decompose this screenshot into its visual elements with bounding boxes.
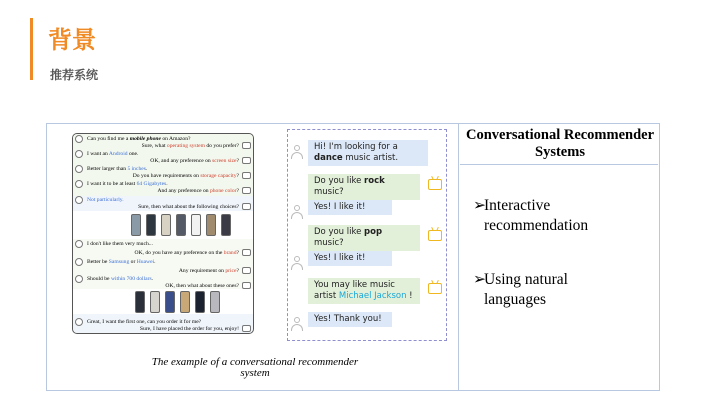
bot-utterance [140,326,239,333]
title-accent-bar [30,18,33,80]
phone-product-image [191,214,201,236]
user-message-bubble [308,200,392,215]
text-segment: phone color [209,188,237,194]
user-face-icon [75,180,83,188]
user-face-icon [75,258,83,266]
text-segment: Sure, I have placed the order for you, enjoy! [139,326,239,332]
robot-icon [428,283,442,294]
text-segment: . [166,181,168,187]
bot-utterance [150,158,239,165]
bot-face-icon [242,142,251,149]
bot-utterance [179,268,239,275]
text-segment: within 700 dollars [110,276,152,282]
text-segment: You may like music artist [314,280,395,301]
text-segment: OK, and any preference on [150,158,213,164]
bot-utterance [134,250,239,257]
text-segment: do you prefer? [204,143,239,149]
user-face-icon [75,196,83,204]
phone-product-image [131,214,141,236]
text-segment: dance [314,153,343,163]
text-segment: music? [314,187,344,197]
avatar-shoulders [291,212,303,219]
bot-utterance [142,143,239,150]
crs-title-rule [460,164,658,165]
text-segment: 64 Gigabytes [136,181,167,187]
user-utterance [87,136,190,143]
text-segment: ? [236,250,239,256]
text-segment: Yes! I like it! [314,253,366,263]
phone-product-image [195,291,205,313]
bullet-interactive-recommendation [473,196,588,236]
text-segment: mobile phone [129,136,161,142]
avatar-head [294,145,300,151]
text-segment: Should be [87,276,111,282]
user-utterance [87,151,138,158]
avatar-shoulders [291,263,303,270]
text-segment: ? [236,188,239,194]
text-segment: Better larger than [87,166,128,172]
slide-subtitle: 推荐系统 [50,68,99,82]
text-segment: . [151,276,154,282]
frame-divider [458,123,459,391]
bullet-text-line2: recommendation [484,217,589,234]
text-segment: 5 inches [127,166,146,172]
text-segment: Can you find me a [87,136,130,142]
user-message-bubble [308,140,428,166]
bot-message-bubble [308,225,420,251]
text-segment: music artist. [342,153,399,163]
text-segment: Great, I want the first one, can you order it for me? [87,319,202,325]
user-face-icon [75,240,83,248]
robot-icon [428,179,442,190]
crs-title: Conversational Recommender Systems [465,127,655,160]
text-segment: one. [127,151,139,157]
user-utterance [87,241,153,248]
text-segment: Samsung [108,259,130,265]
bot-face-icon [242,282,251,289]
bot-utterance [157,188,239,195]
bot-message-bubble [308,278,420,304]
text-segment: . [145,166,148,172]
bullet-text-line2: languages [484,291,546,308]
text-segment: ! [406,291,413,301]
user-utterance [87,259,156,266]
bot-face-icon [242,172,251,179]
text-segment: And any preference on [157,188,210,194]
phone-product-image [221,214,231,236]
bullet-text-line1: Interactive [484,197,551,214]
text-segment: brand [223,250,237,256]
text-segment: music? [314,238,344,248]
phone-product-image [180,291,190,313]
text-segment: on Amazon? [160,136,191,142]
text-segment: I want an [87,151,109,157]
text-segment: Sure, then what about the following choices? [138,204,239,210]
text-segment: Do you have requirements on [132,173,201,179]
bot-face-icon [242,267,251,274]
bot-face-icon [242,203,251,210]
bot-message-bubble [308,174,420,200]
avatar-head [294,256,300,262]
text-segment: Michael Jackson [338,291,407,301]
user-utterance [87,319,201,326]
text-segment: Any requirement on [178,268,226,274]
text-segment: Yes! Thank you! [314,314,382,324]
bot-utterance [133,173,239,180]
bot-face-icon [242,157,251,164]
bot-utterance [165,283,239,290]
avatar-shoulders [291,324,303,331]
text-segment: . [154,259,156,265]
phone-product-image [210,291,220,313]
text-segment: operating system [166,143,205,149]
text-segment: I don't like them very much... [87,241,153,247]
text-segment: or [129,259,137,265]
user-face-icon [75,150,83,158]
user-utterance [87,181,168,188]
bullet-natural-languages [473,270,568,310]
phone-product-image [146,214,156,236]
arrow-bullet-icon: ➢ [473,271,486,288]
text-segment: I want it to be at least [87,181,137,187]
phone-product-image [135,291,145,313]
text-segment: Do you like [314,176,365,186]
user-face-icon [75,165,83,173]
phone-product-image [161,214,171,236]
text-segment: ? [236,173,239,179]
user-face-icon [75,135,83,143]
user-avatar-icon [291,205,303,219]
user-avatar-icon [291,317,303,331]
text-segment: Do you like [314,227,365,237]
figure-caption: The example of a conversational recommender system [151,356,359,379]
bot-face-icon [242,249,251,256]
arrow-bullet-icon: ➢ [473,197,486,214]
user-face-icon [75,318,83,326]
user-avatar-icon [291,145,303,159]
robot-icon [428,230,442,241]
text-segment: OK, then what about these ones? [165,283,239,289]
phone-product-image [165,291,175,313]
bot-utterance [138,204,239,211]
text-segment: rock [364,176,385,186]
text-segment: price [225,268,237,274]
phone-product-image [176,214,186,236]
bullet-text-line1: Using natural [484,271,568,288]
user-message-bubble [308,251,392,266]
avatar-head [294,317,300,323]
text-segment: Android [108,151,128,157]
user-face-icon [75,275,83,283]
text-segment: Yes! I like it! [314,202,366,212]
text-segment: ? [236,268,239,274]
user-utterance [87,197,124,204]
text-segment: Better be [87,259,109,265]
text-segment: Hi! I'm looking for a [314,142,398,152]
text-segment: Not particularly. [87,197,124,203]
text-segment: Sure, what [141,143,167,149]
text-segment: ? [236,158,239,164]
user-message-bubble [308,312,392,327]
phone-product-image [150,291,160,313]
slide-title: 背景 [48,26,96,54]
text-segment: OK, do you have any preference on the [134,250,224,256]
user-utterance [87,166,147,173]
user-utterance [87,276,153,283]
text-segment: storage capacity [200,173,237,179]
text-segment: screen size [212,158,237,164]
avatar-shoulders [291,152,303,159]
user-avatar-icon [291,256,303,270]
text-segment: Huawei [136,259,155,265]
amazon-phone-conversation-figure [72,133,254,334]
text-segment: pop [364,227,383,237]
avatar-head [294,205,300,211]
bot-face-icon [242,325,251,332]
bot-face-icon [242,187,251,194]
phone-product-image [206,214,216,236]
